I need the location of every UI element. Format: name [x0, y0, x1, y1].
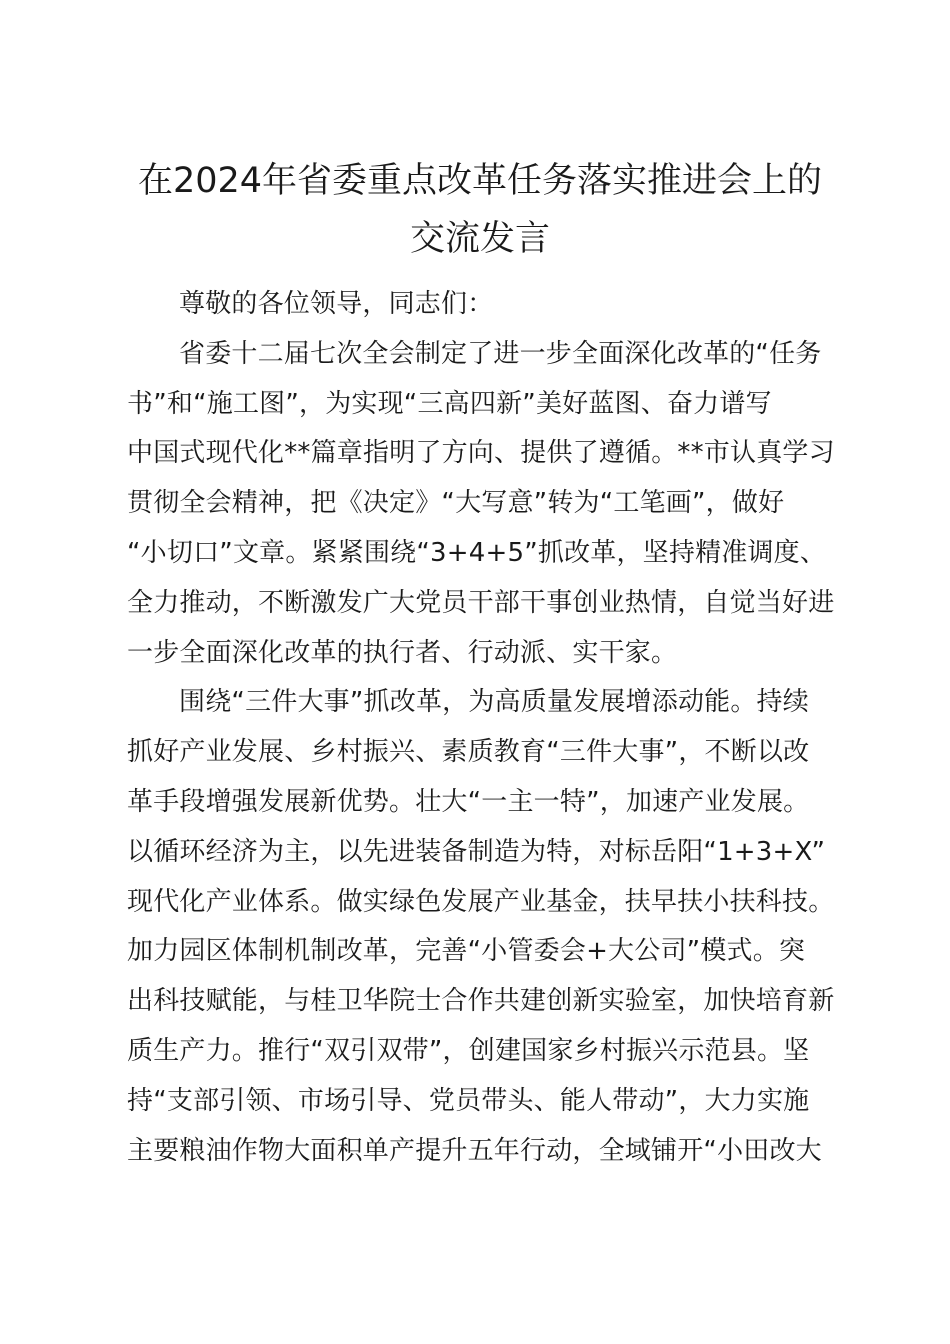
body-line: 抓好产业发展、乡村振兴、素质教育“三件大事”，不断以改 — [127, 737, 810, 768]
body-line: 以循环经济为主，以先进装备制造为特，对标岳阳“1+3+X” — [127, 836, 826, 867]
document-body — [127, 280, 927, 1176]
body-line: “小切口”文章。紧紧围绕“3+4+5”抓改革，坚持精准调度、 — [127, 537, 827, 568]
body-line: 尊敬的各位领导，同志们： — [179, 289, 494, 319]
title-line: 交流发言 — [409, 219, 550, 259]
body-line: 书”和“施工图”，为实现“三高四新”美好蓝图、奋力谱写 — [127, 388, 772, 419]
body-line: 贯彻全会精神，把《决定》“大写意”转为“工笔画”，做好 — [127, 488, 785, 519]
document-title — [100, 152, 860, 268]
body-line: 出科技赋能，与桂卫华院士合作共建创新实验室，加快培育新 — [127, 986, 835, 1017]
body-line: 持“支部引领、市场引导、党员带头、能人带动”，大力实施 — [127, 1085, 810, 1116]
body-line: 中国式现代化**篇章指明了方向、提供了遵循。**市认真学习 — [127, 438, 835, 469]
body-line: 一步全面深化改革的执行者、行动派、实干家。 — [127, 637, 678, 668]
body-line: 围绕“三件大事”抓改革，为高质量发展增添动能。持续 — [179, 687, 809, 718]
body-line: 加力园区体制机制改革，完善“小管委会+大公司”模式。突 — [127, 936, 806, 967]
body-line: 全力推动，不断激发广大党员干部干事创业热情，自觉当好进 — [127, 587, 835, 618]
title-line: 在2024年省委重点改革任务落实推进会上的 — [137, 161, 823, 201]
body-line: 主要粮油作物大面积单产提升五年行动，全域铺开“小田改大 — [127, 1135, 822, 1166]
body-line: 省委十二届七次全会制定了进一步全面深化改革的“任务 — [179, 338, 822, 369]
body-line: 革手段增强发展新优势。壮大“一主一特”，加速产业发展。 — [127, 786, 810, 817]
body-line: 质生产力。推行“双引双带”，创建国家乡村振兴示范县。坚 — [127, 1035, 810, 1066]
body-line: 现代化产业体系。做实绿色发展产业基金，扶早扶小扶科技。 — [127, 886, 835, 917]
